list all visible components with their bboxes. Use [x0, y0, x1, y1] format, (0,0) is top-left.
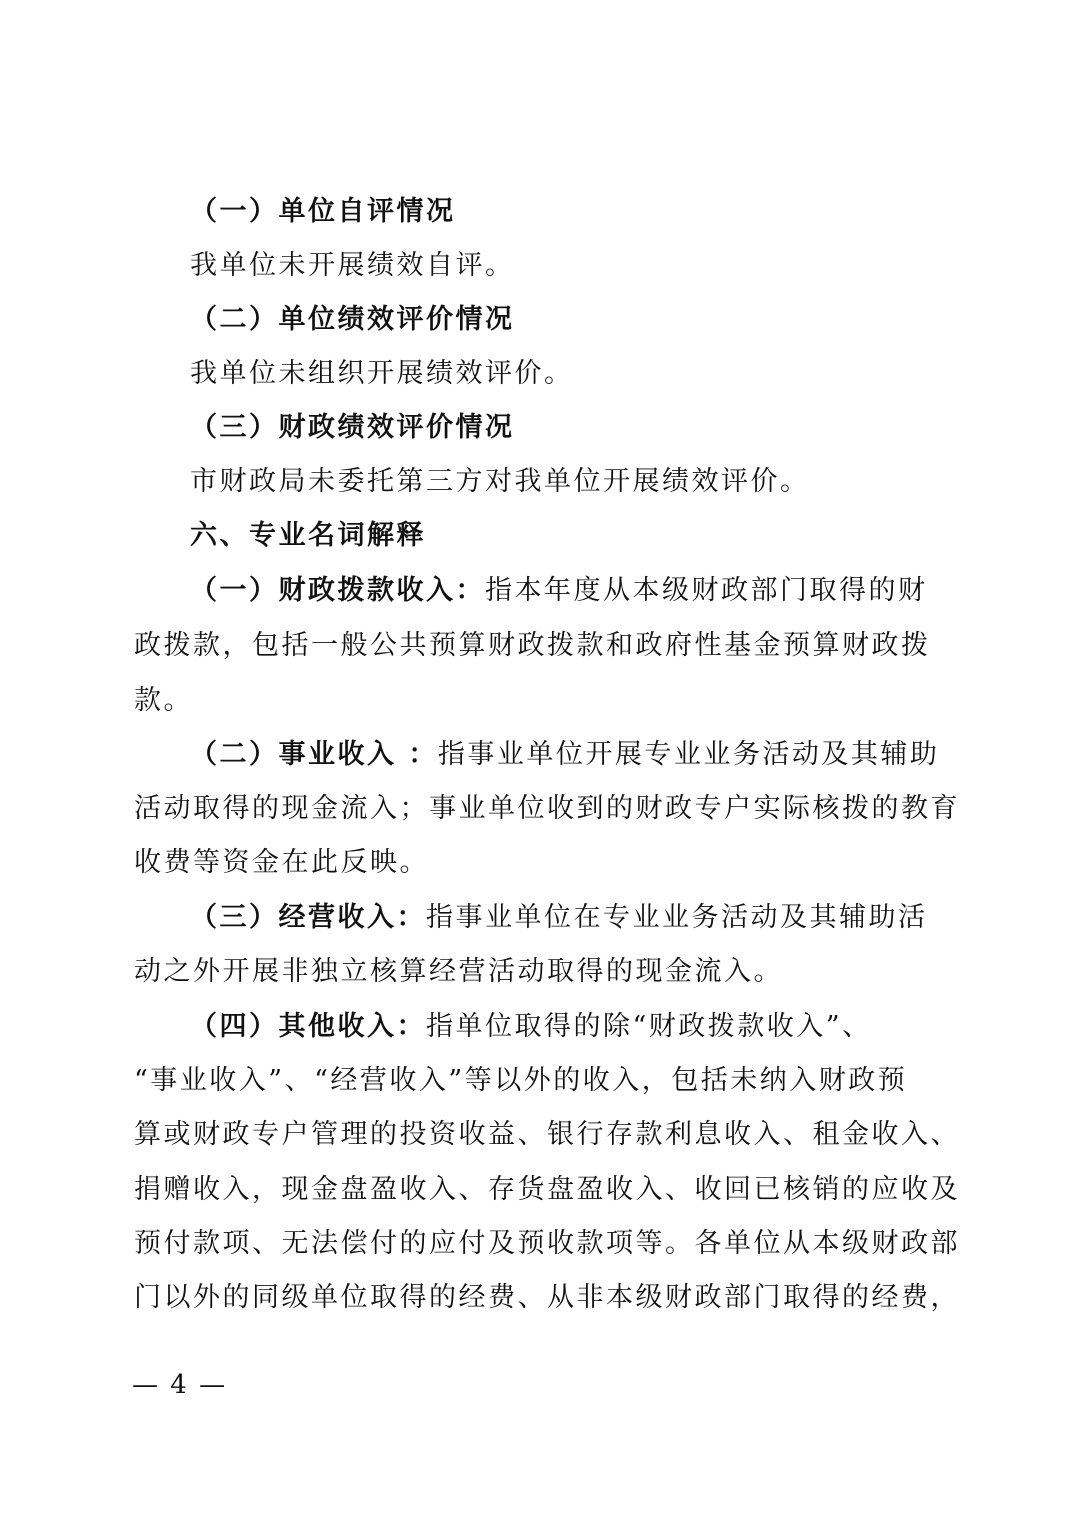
unit-eval-text: 我单位未组织开展绩效评价。: [190, 358, 574, 389]
term-4-line-3: 算或财政专户管理的投资收益、银行存款利息收入、租金收入、: [134, 1119, 960, 1150]
finance-eval-text: 市财政局未委托第三方对我单位开展绩效评价。: [190, 466, 810, 497]
self-eval-heading: （一）单位自评情况: [190, 196, 456, 227]
term-3-label: （三）经营收入：: [190, 902, 426, 933]
term-2-label: （二）事业收入 ：: [190, 739, 438, 770]
term-3-text: 指事业单位在专业业务活动及其辅助活: [426, 902, 928, 933]
self-eval-text: 我单位未开展绩效自评。: [190, 250, 515, 281]
term-1-first-line: [190, 575, 1010, 607]
term-4-label: （四）其他收入：: [190, 1011, 426, 1042]
term-3-first-line: [190, 902, 1010, 934]
finance-eval-heading: （三）财政绩效评价情况: [190, 412, 515, 443]
unit-eval-heading: （二）单位绩效评价情况: [190, 304, 515, 335]
term-4-line-4: 捐赠收入，现金盘盈收入、存货盘盈收入、收回已核销的应收及: [134, 1174, 960, 1205]
term-2-line-2: 活动取得的现金流入；事业单位收到的财政专户实际核拨的教育: [134, 793, 960, 824]
term-4-line-6: 门以外的同级单位取得的经费、从非本级财政部门取得的经费，: [134, 1282, 960, 1313]
term-4-first-line: [190, 1011, 1010, 1043]
term-1-line-2: 政拨款，包括一般公共预算财政拨款和政府性基金预算财政拨: [134, 630, 931, 661]
term-2-text: 指事业单位开展专业业务活动及其辅助: [437, 739, 940, 770]
term-1-line-3: 款。: [134, 685, 193, 716]
term-4-line-2: “事业收入”、“经营收入”等以外的收入，包括未纳入财政预: [134, 1065, 908, 1096]
term-2-line-3: 收费等资金在此反映。: [134, 847, 429, 878]
term-1-label: （一）财政拨款收入：: [190, 575, 485, 606]
term-2-first-line: [190, 739, 1010, 771]
page-number: — 4 —: [132, 1370, 228, 1400]
glossary-heading: 六、专业名词解释: [190, 520, 426, 551]
term-4-line-5: 预付款项、无法偿付的应付及预收款项等。各单位从本级财政部: [134, 1228, 960, 1259]
term-4-text: 指单位取得的除“财政拨款收入”、: [426, 1011, 872, 1042]
term-1-text: 指本年度从本级财政部门取得的财: [485, 575, 928, 606]
term-3-line-2: 动之外开展非独立核算经营活动取得的现金流入。: [134, 956, 783, 987]
